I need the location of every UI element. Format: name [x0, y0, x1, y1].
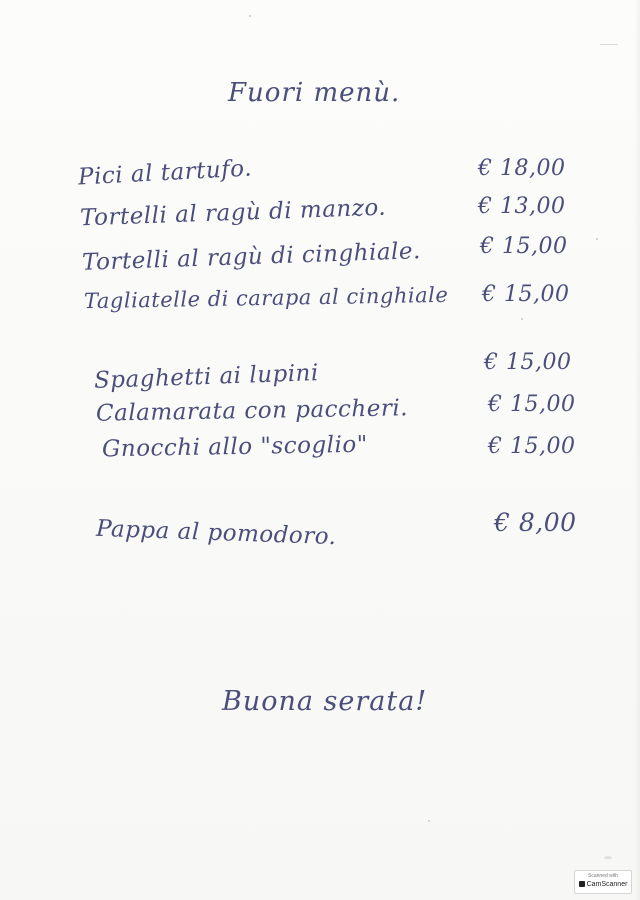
dish-price: € 13,00 — [478, 194, 566, 219]
closing-greeting: Buona serata! — [222, 686, 428, 717]
scan-speck — [249, 15, 251, 17]
dish-name: Tagliatelle di carapa al cinghiale — [83, 282, 449, 314]
scan-speck — [600, 44, 618, 45]
dish-name: Tortelli al ragù di cinghiale. — [81, 238, 422, 276]
camscanner-logo-icon — [579, 881, 585, 887]
dish-name: Calamarata con paccheri. — [95, 395, 409, 427]
scan-speck — [521, 318, 523, 320]
watermark-caption: Scanned with — [587, 873, 619, 879]
dish-price: € 15,00 — [482, 282, 570, 307]
dish-name: Gnocchi allo "scoglio" — [101, 431, 369, 463]
dish-price: € 15,00 — [480, 234, 568, 259]
dish-name: Pici al tartufo. — [77, 155, 253, 191]
page-edge-shadow — [634, 0, 640, 900]
dish-name: Tortelli al ragù di manzo. — [79, 194, 387, 232]
dish-price: € 15,00 — [484, 350, 572, 375]
scan-speck — [428, 820, 430, 822]
dish-name: Pappa al pomodoro. — [95, 515, 337, 551]
scan-speck — [604, 856, 612, 859]
watermark-brand — [575, 880, 631, 889]
camscanner-watermark — [574, 870, 632, 894]
scan-speck — [596, 238, 598, 240]
dish-name: Spaghetti ai lupini — [93, 360, 320, 394]
menu-title: Fuori menù. — [228, 78, 401, 108]
dish-price: € 18,00 — [478, 156, 566, 181]
dish-price: € 15,00 — [488, 392, 576, 417]
dish-price: € 15,00 — [488, 434, 576, 459]
dish-price: € 8,00 — [494, 508, 577, 537]
watermark-brand-text: CamScanner — [586, 881, 628, 888]
